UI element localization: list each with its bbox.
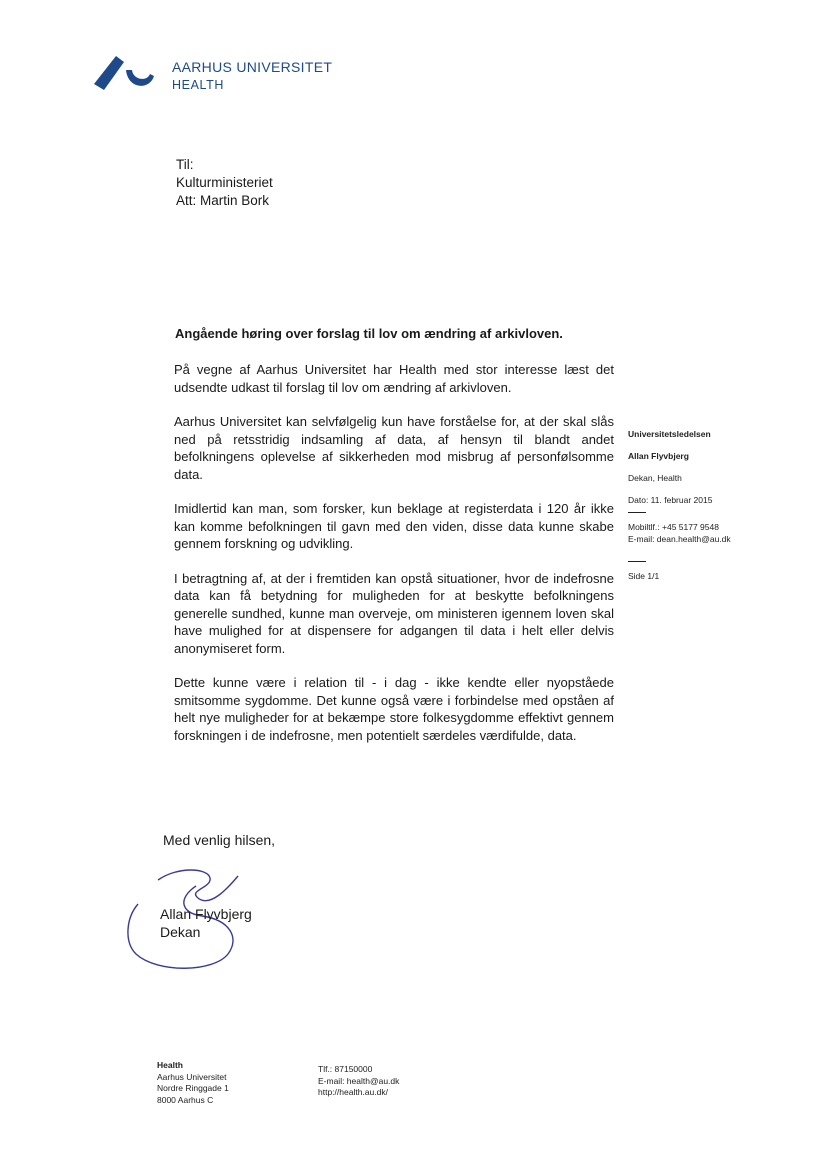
sidebar-role: Dekan, Health <box>628 473 682 483</box>
paragraph: Imidlertid kan man, som forsker, kun beklage at registerdata i 120 år ikke kan komme befolkningen til gavn med den viden, disse data kunne skabe gennem forskning og udvikling. <box>174 501 614 551</box>
footer-address <box>157 1060 229 1106</box>
signer-title: Dekan <box>160 924 201 940</box>
letter-body <box>174 361 614 761</box>
footer-city: 8000 Aarhus C <box>157 1094 214 1105</box>
signer-name: Allan Flyvbjerg <box>160 906 252 922</box>
footer-contact <box>318 1064 399 1099</box>
footer-email: E-mail: health@au.dk <box>318 1075 400 1086</box>
to-label: Til: <box>176 157 194 172</box>
footer-unit: Health <box>157 1060 183 1070</box>
sidebar-name: Allan Flyvbjerg <box>628 451 689 461</box>
sidebar-date: Dato: 11. februar 2015 <box>628 495 713 505</box>
letter-subject: Angående høring over forslag til lov om ændring af arkivloven. <box>175 326 563 341</box>
closing-greeting: Med venlig hilsen, <box>163 832 276 848</box>
paragraph: Dette kunne være i relation til - i dag - ikke kendte eller nyopståede smitsomme sygdomme. Det kunne også være i forbindelse med opståen af helt nye muligheder for at bekæmpe store folkesygdomme effektivt gennem forskningen i de indefrosne, men potentielt særdeles værdifulde, data. <box>174 675 614 743</box>
footer-university: Aarhus Universitet <box>157 1071 227 1082</box>
divider <box>628 512 646 513</box>
divider <box>628 561 646 562</box>
sidebar-mobile: Mobiltlf.: +45 5177 9548 <box>628 522 719 532</box>
faculty-name: HEALTH <box>172 78 224 92</box>
sidebar-page: Side 1/1 <box>628 571 660 581</box>
recipient-block <box>176 156 273 210</box>
paragraph: Aarhus Universitet kan selvfølgelig kun have forståelse for, at der skal slås ned på retsstridig indsamling af data, af hensyn til blandt andet befolkningens oplevelse af sikkerheden mod misbrug af personfølsomme data. <box>174 414 614 482</box>
signer-block <box>160 905 252 941</box>
aarhus-university-logo-icon <box>92 52 158 92</box>
university-name: AARHUS UNIVERSITET <box>172 59 333 75</box>
paragraph: På vegne af Aarhus Universitet har Health med stor interesse læst det udsendte udkast til forslag til lov om ændring af arkivloven. <box>174 362 614 395</box>
recipient-attention: Att: Martin Bork <box>176 193 270 208</box>
recipient-organisation: Kulturministeriet <box>176 175 273 190</box>
logo-text <box>172 58 332 94</box>
footer-web: http://health.au.dk/ <box>318 1087 388 1097</box>
paragraph: I betragtning af, at der i fremtiden kan opstå situationer, hvor de indefrosne data kan få betydning for muligheden for at beskytte befolkningens generelle sundhed, kunne man overveje, om ministeren igennem loven skal have mulighed for at dispensere for adgangen til data i helt eller delvis anonymiseret form. <box>174 570 614 656</box>
sidebar-email: E-mail: dean.health@au.dk <box>628 534 731 544</box>
footer-street: Nordre Ringgade 1 <box>157 1083 229 1093</box>
sidebar-department: Universitetsledelsen <box>628 429 711 439</box>
sender-sidebar <box>628 428 731 582</box>
footer-phone: Tlf.: 87150000 <box>318 1064 373 1074</box>
